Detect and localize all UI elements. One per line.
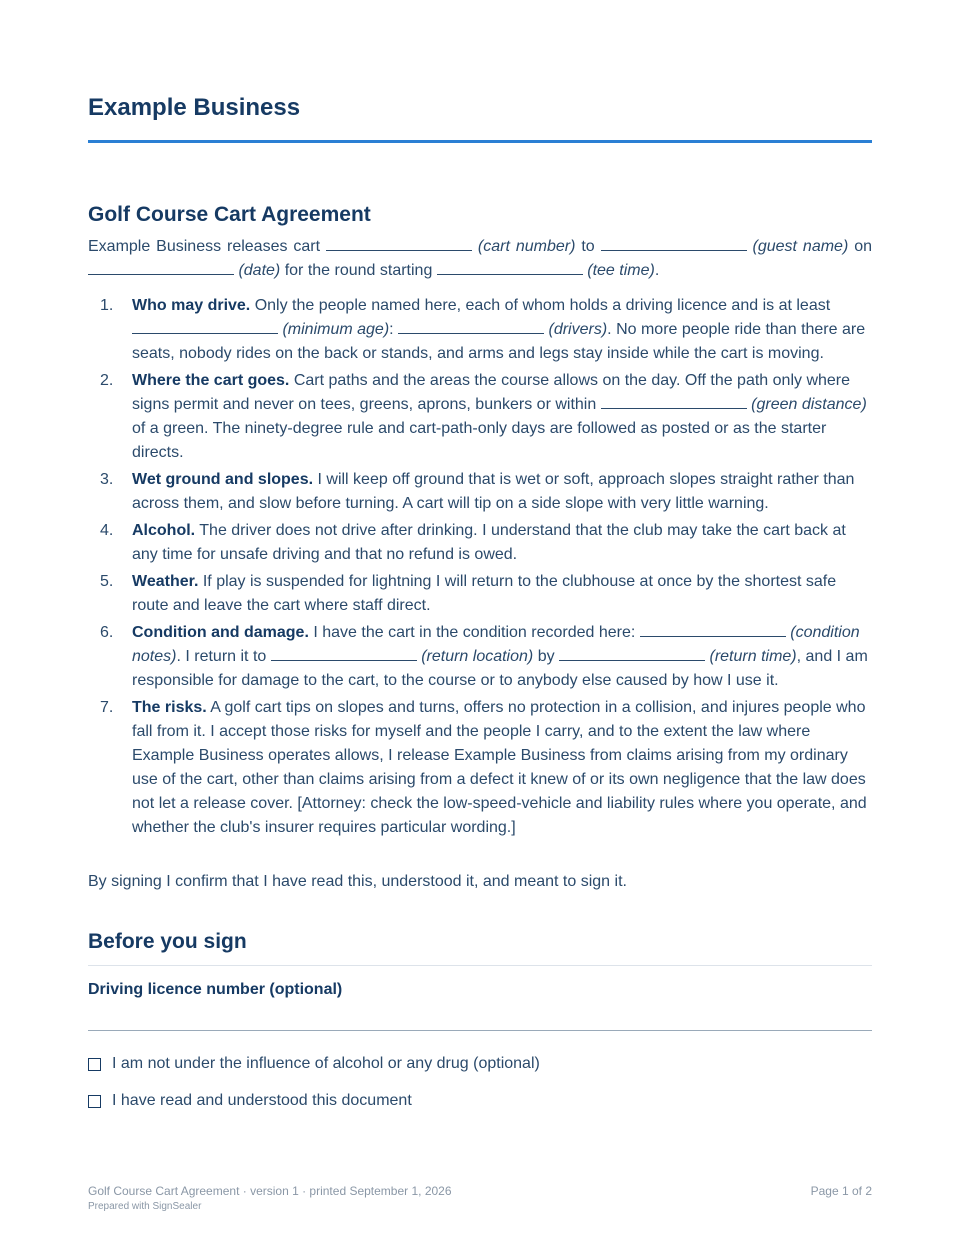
term-text: I have the cart in the condition recorded here: xyxy=(313,624,636,641)
term-text: If play is suspended for lightning I will return to the clubhouse at once by the shortest safe route and leave the cart where staff direct. xyxy=(132,573,837,614)
cart-number-blank[interactable] xyxy=(326,236,472,251)
term-heading: Wet ground and slopes. xyxy=(132,471,314,488)
intro-text: to xyxy=(581,238,595,255)
intro-text: for the round starting xyxy=(284,262,433,279)
intro-text: on xyxy=(854,238,872,255)
term-item xyxy=(88,468,872,516)
return-time-blank[interactable] xyxy=(559,646,705,661)
return-location-blank[interactable] xyxy=(271,646,417,661)
company-name: Example Business xyxy=(88,94,301,121)
term-heading: Condition and damage. xyxy=(132,624,309,641)
condition-notes-hint: (condition notes) xyxy=(132,624,860,665)
intro-paragraph xyxy=(88,235,872,283)
tee-time-blank[interactable] xyxy=(437,260,583,275)
term-item xyxy=(88,369,872,465)
term-text: Only the people named here, each of whom holds a driving licence and is at least xyxy=(254,297,831,314)
term-text: by xyxy=(537,648,555,665)
term-text: A golf cart tips on slopes and turns, offers no protection in a collision, and injures people who fall from it. I accept those risks for myself and the people I carry, and to the extent the law where Example Business operates allows, I release Example Business from claims arising from my ordinary use of the cart, other than claims arising from a defect it knew of or its own negligence that the law does not let a release cover. [Attorney: check the low-speed-vehicle and liability rules where you operate, and whether the club's insurer requires particular wording.] xyxy=(132,699,867,836)
intro-text: . xyxy=(654,262,660,279)
terms-list xyxy=(88,294,872,843)
term-item xyxy=(88,519,872,567)
term-text: . No more people ride than there are seats, nobody rides on the back or stands, and arms and legs stay inside while the cart is moving. xyxy=(132,321,866,362)
guest-name-blank[interactable] xyxy=(601,236,747,251)
return-location-hint: (return location) xyxy=(421,648,534,665)
licence-number-input[interactable] xyxy=(88,1004,872,1031)
document-title: Golf Course Cart Agreement xyxy=(88,203,371,226)
not-impaired-label: I am not under the influence of alcohol or any drug (optional) xyxy=(112,1055,540,1072)
term-heading: Alcohol. xyxy=(132,522,196,539)
term-number: 2. xyxy=(100,372,114,389)
date-blank[interactable] xyxy=(88,260,234,275)
term-item xyxy=(88,621,872,693)
term-text: . I return it to xyxy=(176,648,267,665)
footer-prepared-with: Prepared with SignSealer xyxy=(88,1201,202,1212)
confirmation-statement: By signing I confirm that I have read this, understood it, and meant to sign it. xyxy=(88,873,627,890)
term-number: 6. xyxy=(100,624,114,641)
green-distance-hint: (green distance) xyxy=(751,396,867,413)
not-impaired-checkbox[interactable] xyxy=(88,1058,101,1071)
drivers-hint: (drivers) xyxy=(548,321,608,338)
return-time-hint: (return time) xyxy=(709,648,797,665)
header-divider xyxy=(88,140,872,143)
read-understood-checkbox[interactable] xyxy=(88,1095,101,1108)
green-distance-blank[interactable] xyxy=(601,394,747,409)
intro-text: Example Business releases cart xyxy=(88,238,321,255)
term-number: 1. xyxy=(100,297,114,314)
tee-time-hint: (tee time) xyxy=(587,262,655,279)
term-item xyxy=(88,696,872,840)
term-text: Cart paths and the areas the course allows on the day. Off the path only where signs permit and never on tees, greens, aprons, bunkers or within xyxy=(132,372,851,413)
section-divider xyxy=(88,965,872,966)
term-heading: Who may drive. xyxy=(132,297,251,314)
term-number: 7. xyxy=(100,699,114,716)
read-understood-label: I have read and understood this document xyxy=(112,1092,412,1109)
guest-name-hint: (guest name) xyxy=(752,238,849,255)
term-text: I will keep off ground that is wet or soft, approach slopes straight rather than across them, and slow before turning. A cart will tip on a side slope with very little warning. xyxy=(132,471,855,512)
term-item xyxy=(88,570,872,618)
term-heading: Where the cart goes. xyxy=(132,372,290,389)
term-heading: The risks. xyxy=(132,699,207,716)
read-understood-checkbox-row[interactable] xyxy=(88,1092,412,1110)
not-impaired-checkbox-row[interactable] xyxy=(88,1055,540,1073)
term-number: 5. xyxy=(100,573,114,590)
term-item xyxy=(88,294,872,366)
drivers-blank[interactable] xyxy=(398,319,544,334)
date-hint: (date) xyxy=(238,262,281,279)
term-text: of a green. The ninety-degree rule and cart-path-only days are followed as posted or as the starter directs. xyxy=(132,420,827,461)
footer-document-info: Golf Course Cart Agreement · version 1 · printed September 1, 2026 xyxy=(88,1184,452,1198)
cart-number-hint: (cart number) xyxy=(477,238,576,255)
term-heading: Weather. xyxy=(132,573,199,590)
term-number: 4. xyxy=(100,522,114,539)
page-number: Page 1 of 2 xyxy=(810,1184,872,1198)
term-text: , and I am responsible for damage to the cart, to the course or to anybody else caused by how I use it. xyxy=(132,648,868,689)
minimum-age-blank[interactable] xyxy=(132,319,278,334)
condition-notes-blank[interactable] xyxy=(640,622,786,637)
before-you-sign-heading: Before you sign xyxy=(88,930,247,953)
licence-number-label: Driving licence number (optional) xyxy=(88,981,343,998)
term-text: : xyxy=(389,321,394,338)
term-text: The driver does not drive after drinking. I understand that the club may take the cart back at any time for unsafe driving and that no refund is owed. xyxy=(132,522,846,563)
term-number: 3. xyxy=(100,471,114,488)
minimum-age-hint: (minimum age) xyxy=(282,321,390,338)
